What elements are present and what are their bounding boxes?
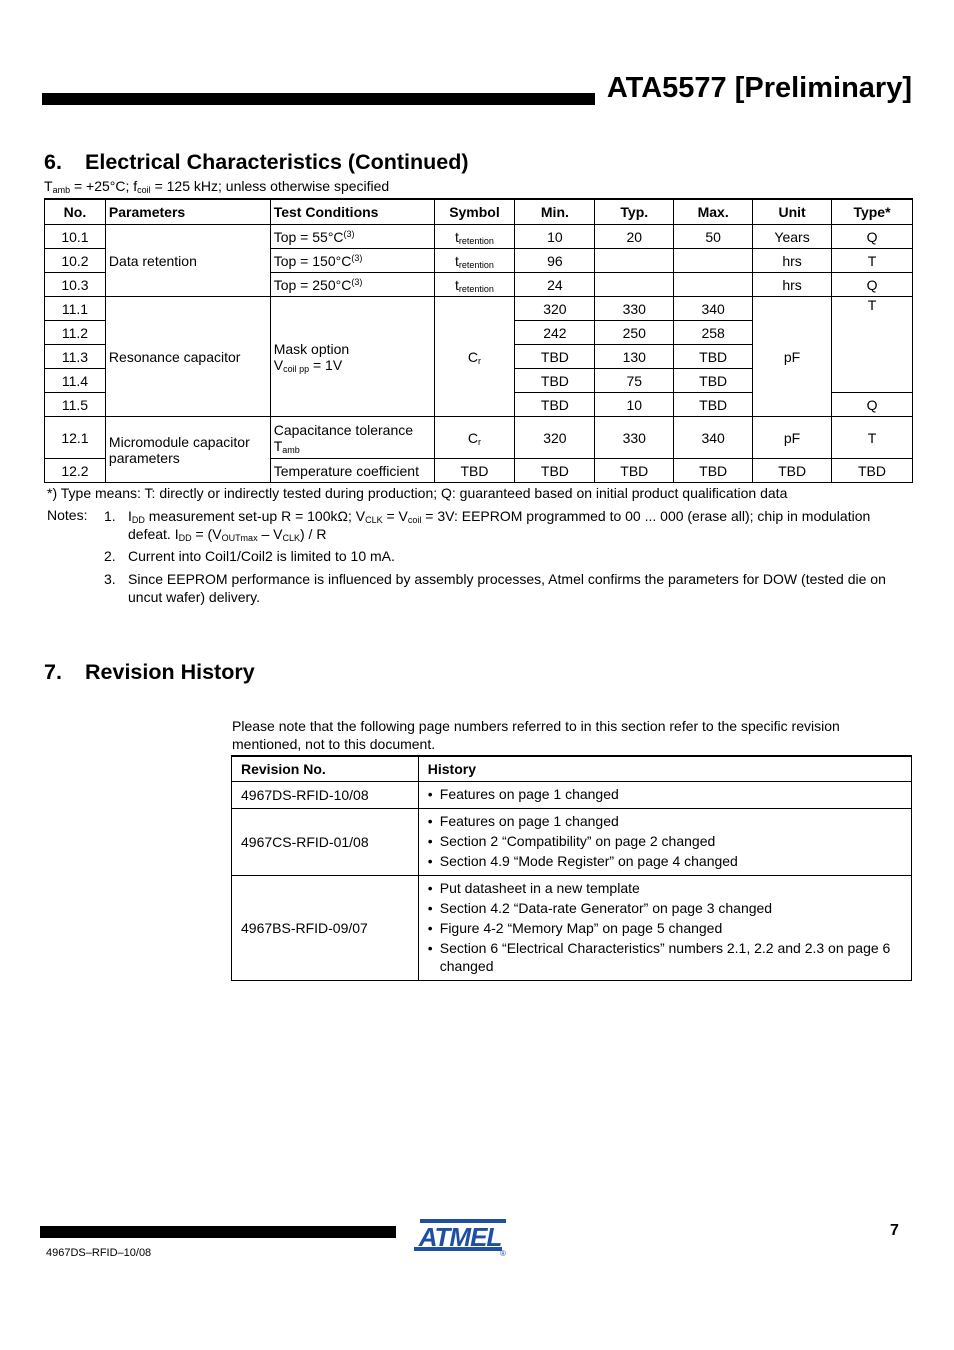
col-header: Max. <box>674 199 753 225</box>
cell-typ: 330 <box>595 417 674 459</box>
list-item: • Features on page 1 changed <box>428 785 902 803</box>
type-footnote: *) Type means: T: directly or indirectly tested during production; Q: guaranteed based on initial product qualification data <box>47 485 788 501</box>
table-header-row <box>45 199 913 225</box>
cell-no: 11.4 <box>45 369 106 393</box>
table-header-row <box>232 756 912 782</box>
section-6-heading <box>44 150 469 175</box>
note-1: 1. $I_{DD}$ measurement set-up R = 100kΩ; $V_{CLK} = V_{coil} = 3V$: EEPROM programmed to 00 ... 000 (erase all); chip in modulation defeat. $I_{DD} = (V_{OUTmax} - V_{CLK}) / R$ <box>104 508 871 543</box>
cell-unit: hrs <box>753 273 832 297</box>
cell-min: 24 <box>515 273 595 297</box>
footer-rule <box>40 1226 396 1238</box>
cell-max: 50 <box>674 225 753 249</box>
col-header: Revision No. <box>232 756 419 782</box>
cell-max: TBD <box>674 459 753 483</box>
cell-no: 11.2 <box>45 321 106 345</box>
cell-no: 11.5 <box>45 393 106 417</box>
revision-intro: Please note that the following page numbers referred to in this section refer to the specific revision mentioned, not to this document. <box>232 718 840 752</box>
cell-min: 320 <box>515 297 595 321</box>
logo-wordmark: ATMEL <box>418 1222 502 1252</box>
notes-label: Notes: <box>47 507 88 523</box>
cell-max: TBD <box>674 369 753 393</box>
cell-unit: Years <box>753 225 832 249</box>
cell-type: Q <box>832 393 913 417</box>
list-item: • Section 6 “Electrical Characteristics” numbers 2.1, 2.2 and 2.3 on page 6 changed <box>428 939 902 975</box>
cell-condition: Top = $150^\circ C^{(3)}$ <box>270 249 434 273</box>
col-header: Parameters <box>105 199 270 225</box>
cell-type: T <box>832 249 913 273</box>
atmel-logo <box>412 1209 512 1262</box>
cell-condition: Mask option $V_{coil pp} = 1V$ <box>270 297 434 417</box>
cell-parameter: Data retention <box>105 225 270 297</box>
col-header: Typ. <box>595 199 674 225</box>
cell-revision: 4967DS-RFID-10/08 <box>232 782 419 809</box>
cell-type: Q <box>832 225 913 249</box>
cell-condition: Top = $250^\circ C^{(3)}$ <box>270 273 434 297</box>
cell-symbol: $t_{retention}$ <box>434 225 515 249</box>
cell-typ: 130 <box>595 345 674 369</box>
cell-type: Q <box>832 273 913 297</box>
cell-min: TBD <box>515 393 595 417</box>
col-header: Type* <box>832 199 913 225</box>
cell-typ: 250 <box>595 321 674 345</box>
cell-revision: 4967BS-RFID-09/07 <box>232 876 419 981</box>
cell-no: 12.1 <box>45 417 106 459</box>
cell-unit: hrs <box>753 249 832 273</box>
cell-symbol: $C_r$ <box>434 297 515 417</box>
cell-no: 12.2 <box>45 459 106 483</box>
list-item: • Section 2 “Compatibility” on page 2 changed <box>428 832 902 850</box>
cell-history <box>418 809 911 876</box>
cell-history <box>418 782 911 809</box>
col-header: Symbol <box>434 199 515 225</box>
cell-typ: 330 <box>595 297 674 321</box>
col-header: Test Conditions <box>270 199 434 225</box>
table-row <box>45 297 913 321</box>
cell-symbol: $t_{retention}$ <box>434 273 515 297</box>
table-row <box>232 809 912 876</box>
cell-min: 96 <box>515 249 595 273</box>
cell-type: TBD <box>832 459 913 483</box>
cell-min: 242 <box>515 321 595 345</box>
document-code: 4967DS–RFID–10/08 <box>46 1247 152 1259</box>
cell-history <box>418 876 911 981</box>
section-number: 6. <box>44 150 62 174</box>
test-conditions: $T_{amb} = +25^\circ C$; $f_{coil} = 125$ kHz; unless otherwise specified <box>44 178 390 195</box>
section-7-heading <box>44 660 255 685</box>
cell-min: TBD <box>515 459 595 483</box>
cell-unit: TBD <box>753 459 832 483</box>
revision-history-table <box>231 755 912 981</box>
cell-no: 11.3 <box>45 345 106 369</box>
page-number: 7 <box>890 1222 899 1239</box>
cell-revision: 4967CS-RFID-01/08 <box>232 809 419 876</box>
cell-parameter: Resonance capacitor <box>105 297 270 417</box>
col-header: History <box>418 756 911 782</box>
cell-min: 320 <box>515 417 595 459</box>
list-item: • Section 4.2 “Data-rate Generator” on page 3 changed <box>428 899 902 917</box>
cell-symbol: $C_r$ <box>434 417 515 459</box>
cell-condition: Capacitance tolerance $T_{amb}$ <box>270 417 434 459</box>
electrical-characteristics-table <box>44 198 913 483</box>
cell-symbol: $t_{retention}$ <box>434 249 515 273</box>
col-header: Min. <box>515 199 595 225</box>
list-item: • Features on page 1 changed <box>428 812 902 830</box>
document-title: ATA5577 [Preliminary] <box>606 72 912 104</box>
table-row <box>45 225 913 249</box>
cell-type: T <box>832 297 913 393</box>
list-item: • Put datasheet in a new template <box>428 879 902 897</box>
cell-typ: TBD <box>595 459 674 483</box>
list-item: • Figure 4-2 “Memory Map” on page 5 changed <box>428 919 902 937</box>
table-row <box>45 417 913 459</box>
registered-mark: ® <box>500 1249 506 1257</box>
cell-typ: 10 <box>595 393 674 417</box>
cell-max: TBD <box>674 345 753 369</box>
cell-no: 10.1 <box>45 225 106 249</box>
cell-max: TBD <box>674 393 753 417</box>
cell-type: T <box>832 417 913 459</box>
section-title: Revision History <box>85 660 255 684</box>
cell-typ: 75 <box>595 369 674 393</box>
note-2: 2. Current into Coil1/Coil2 is limited to 10 mA. <box>104 548 395 564</box>
section-number: 7. <box>44 660 62 684</box>
cell-min: TBD <box>515 369 595 393</box>
header-rule <box>42 93 595 105</box>
cell-parameter: Micromodule capacitor parameters <box>105 417 270 483</box>
list-item: • Section 4.9 “Mode Register” on page 4 changed <box>428 852 902 870</box>
cell-typ <box>595 249 674 273</box>
cell-unit: pF <box>753 417 832 459</box>
cell-no: 10.2 <box>45 249 106 273</box>
table-row <box>232 782 912 809</box>
cell-max: 340 <box>674 297 753 321</box>
cell-min: 10 <box>515 225 595 249</box>
cell-no: 10.3 <box>45 273 106 297</box>
section-title: Electrical Characteristics (Continued) <box>85 150 469 174</box>
table-row <box>232 876 912 981</box>
cell-symbol: TBD <box>434 459 515 483</box>
cell-max <box>674 273 753 297</box>
cell-max: 340 <box>674 417 753 459</box>
cell-condition: Top = $55^\circ C^{(3)}$ <box>270 225 434 249</box>
note-3: 3. Since EEPROM performance is influenced by assembly processes, Atmel confirms the parameters for DOW (tested die on uncut wafer) delivery. <box>104 571 886 605</box>
col-header: No. <box>45 199 106 225</box>
cell-no: 11.1 <box>45 297 106 321</box>
col-header: Unit <box>753 199 832 225</box>
cell-unit: pF <box>753 297 832 417</box>
cell-max <box>674 249 753 273</box>
cell-condition: Temperature coefficient <box>270 459 434 483</box>
cell-max: 258 <box>674 321 753 345</box>
cell-typ <box>595 273 674 297</box>
cell-typ: 20 <box>595 225 674 249</box>
cell-min: TBD <box>515 345 595 369</box>
